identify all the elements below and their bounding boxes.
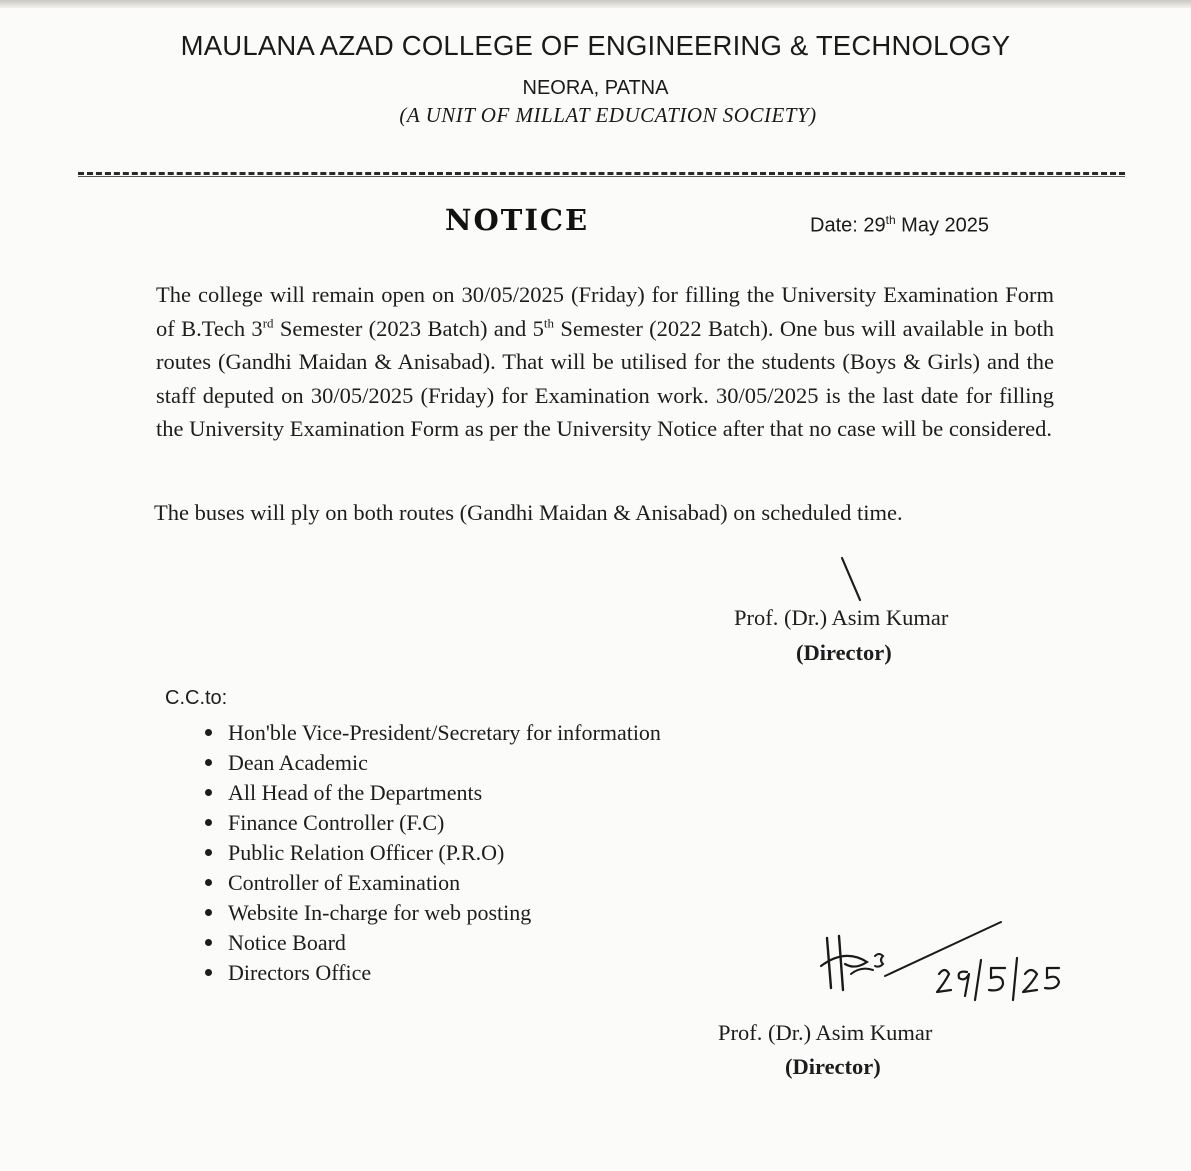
bullet-icon: [205, 909, 212, 916]
bullet-icon: [205, 759, 212, 766]
cc-item-text: Directors Office: [228, 960, 372, 985]
cc-item-text: Hon'ble Vice-President/Secretary for information: [228, 720, 661, 745]
notice-date: [810, 213, 989, 238]
list-item: [205, 778, 661, 808]
cc-item-text: All Head of the Departments: [228, 780, 483, 805]
notice-title: NOTICE: [445, 203, 590, 237]
bullet-icon: [205, 789, 212, 796]
notice-body-paragraph-1: [156, 278, 1054, 446]
bullet-icon: [205, 729, 212, 736]
header-divider: [78, 172, 1125, 175]
cc-list: [205, 718, 661, 988]
cc-label: C.C.to:: [165, 687, 228, 709]
handwritten-signature: [815, 918, 1085, 1008]
bullet-icon: [205, 969, 212, 976]
scan-edge: [0, 0, 1191, 8]
cc-item-text: Notice Board: [228, 930, 346, 955]
list-item: [205, 898, 661, 928]
signatory-bottom-role: (Director): [785, 1054, 881, 1079]
notice-body-paragraph-2: The buses will ply on both routes (Gandhi Maidan & Anisabad) on scheduled time.: [154, 500, 903, 525]
list-item: [205, 838, 661, 868]
notice-date-prefix: Date: 29: [810, 214, 886, 237]
bullet-icon: [205, 879, 212, 886]
cc-item-text: Dean Academic: [228, 750, 368, 775]
signatory-top-name: Prof. (Dr.) Asim Kumar: [734, 605, 949, 630]
list-item: [205, 928, 661, 958]
header-divider-underline: [78, 176, 1125, 177]
para1-sup-2: th: [543, 315, 554, 330]
list-item: [205, 958, 661, 988]
para1-sup-1: rd: [262, 315, 274, 330]
list-item: [205, 718, 661, 748]
college-name: MAULANA AZAD COLLEGE OF ENGINEERING & TECHNOLOGY: [180, 30, 1011, 61]
para1-part-2: Semester (2023 Batch) and 5: [273, 315, 544, 341]
bullet-icon: [205, 819, 212, 826]
college-unit: (A UNIT OF MILLAT EDUCATION SOCIETY): [399, 103, 817, 127]
bullet-icon: [205, 849, 212, 856]
para1-part-3: Semester (2022 Batch). One bus will available in both routes (Gandhi Maidan & Anisabad). That will be utilised for the students (Boys & Girls) and the staff deputed on 30/05/2025 (Friday) for Examination work. 30/05/2025 is the last date for filling the University Examination Form as per the University Notice after that no case will be considered.: [156, 315, 1054, 441]
cc-item-text: Finance Controller (F.C): [228, 810, 445, 835]
initial-mark-icon: [840, 556, 862, 602]
signatory-bottom-name: Prof. (Dr.) Asim Kumar: [718, 1020, 933, 1045]
signatory-top-role: (Director): [796, 640, 892, 665]
notice-date-sup: th: [885, 213, 896, 227]
college-location: NEORA, PATNA: [522, 77, 669, 99]
list-item: [205, 748, 661, 778]
notice-date-suffix: May 2025: [895, 214, 990, 237]
para1-part-1: The college will remain open on 30/05/2025 (Friday) for filling the University Examination Form of B.Tech 3: [156, 282, 1054, 341]
bullet-icon: [205, 939, 212, 946]
cc-item-text: Website In-charge for web posting: [228, 900, 532, 925]
list-item: [205, 808, 661, 838]
cc-item-text: Public Relation Officer (P.R.O): [228, 840, 505, 865]
list-item: [205, 868, 661, 898]
cc-item-text: Controller of Examination: [228, 870, 461, 895]
